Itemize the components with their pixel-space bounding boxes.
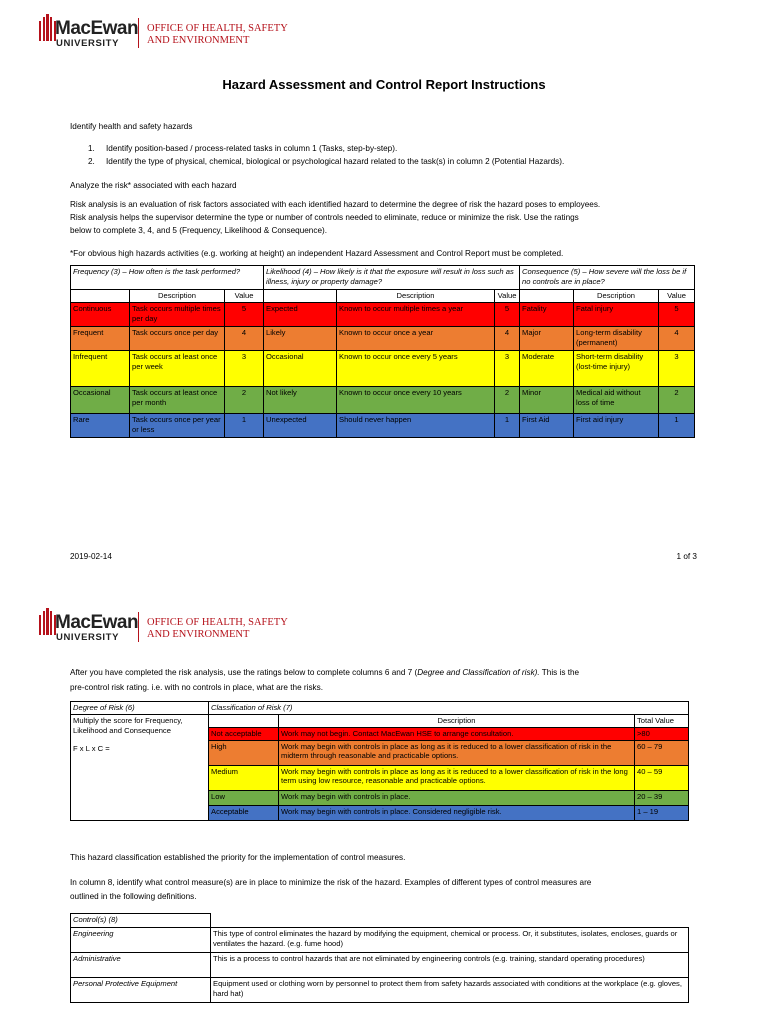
controls-header: Control(s) (8) <box>71 914 211 928</box>
identify-item-1: Identify position-based / process-related tasks in column 1 (Tasks, step-by-step). <box>106 144 398 153</box>
risk-para-2: Risk analysis helps the supervisor determine the type or number of controls needed to eliminate, reduce or minimize the risk. Use the ratings <box>70 213 579 222</box>
class-header: Classification of Risk (7) <box>209 702 689 715</box>
table-row: High Work may begin with controls in place as long as it is reduced to a lower classification of risk in the midterm through reasonable and practicable options. 60 – 79 <box>71 740 689 765</box>
footnote: *For obvious high hazards activities (e.g. working at height) an independent Hazard Assessment and Control Report must be completed. <box>70 249 564 258</box>
table-row: Occasional Task occurs at least once per month 2 Not likely Known to occur once every 10 years 2 Minor Medical aid without loss of time 2 <box>71 386 695 413</box>
analyze-heading: Analyze the risk* associated with each hazard <box>70 181 237 190</box>
logo-mark-icon <box>39 14 56 41</box>
table-row: Personal Protective Equipment Equipment used or clothing worn by personnel to protect them from safety hazards associated with conditions at the workplace (e.g. gloves, hard hat) <box>71 978 689 1003</box>
table-row: Frequent Task occurs once per day 4 Likely Known to occur once a year 4 Major Long-term disability (permanent) 4 <box>71 326 695 350</box>
table-row: Low Work may begin with controls in place. 20 – 39 <box>71 790 689 805</box>
table-row: Medium Work may begin with controls in place as long as it is reduced to a lower classification of risk in the long term using low resource, reasonable and practicable options. 40 – 59 <box>71 765 689 790</box>
table-row: Acceptable Work may begin with controls in place. Considered negligible risk. 1 – 19 <box>71 805 689 820</box>
footer-page: 1 of 3 <box>676 552 697 561</box>
priority-text: This hazard classification established the priority for the implementation of control measures. <box>70 853 406 862</box>
page2-intro-2: pre-control risk rating. i.e. with no controls in place, what are the risks. <box>70 683 324 692</box>
table-row: Rare Task occurs once per year or less 1 Unexpected Should never happen 1 First Aid First aid injury 1 <box>71 413 695 437</box>
col8-text-2: outlined in the following definitions. <box>70 892 197 901</box>
logo-sub: UNIVERSITY <box>56 38 120 49</box>
classification-table: Degree of Risk (6) Classification of Risk (7) Multiply the score for Frequency, Likelihood and Consequence F x L x C = Description Total Value Not acceptable Work may not begin. Contact MacEwan HSE to arrange consultation. >80 High Work may begin with controls in place as long as it is reduced to a lower classification of risk in the midterm through reasonable and practicable options. 60 – 79 Medium Work may begin with controls in place as long as it is reduced to a lower classification of risk in the long term using low resource, reasonable and practicable options. 40 – 59 Low Work may begin with controls in place. 20 – 39 Acceptable Work may begin with controls in place. Considered negligible risk. 1 – 19 <box>70 701 689 821</box>
footer-date: 2019-02-14 <box>70 552 112 561</box>
frequency-header: Frequency (3) – How often is the task performed? <box>71 266 264 290</box>
rating-table: Frequency (3) – How often is the task performed? Likelihood (4) – How likely is it that the exposure will result in loss such as illness, injury or property damage? Consequence (5) – How severe will the loss be if no controls are in place? Description Value Description Value Description Value Continuous Task occurs multiple times per day 5 Expected Known to occur multiple times a year 5 Fatality Fatal injury 5 Frequent Task occurs once per day 4 Likely Known to occur once a year 4 Major Long-term disability (permanent) 4 Infrequent Task occurs at least once per week 3 Occasional Known to occur once every 5 years 3 Moderate Short-term disability (lost-time injury) 3 Occasional Task occurs at least once per month 2 Not likely Known to occur once every 10 years 2 Minor Medical aid without loss of time 2 Rare Task occurs once per year or less 1 Unexpected Should never happen 1 First Aid First aid injury 1 <box>70 265 695 438</box>
identify-item-2: Identify the type of physical, chemical, biological or psychological hazard related to the task(s) in column 2 (Potential Hazards). <box>106 157 565 166</box>
risk-para-1: Risk analysis is an evaluation of risk factors associated with each identified hazard to determine the degree of risk the hazard poses to employees. <box>70 200 601 209</box>
table-row: Engineering This type of control eliminates the hazard by modifying the equipment, chemical or process. Or, it substitutes, isolates, encloses, guards or ventilates the hazard. (e.g. fume hood) <box>71 928 689 953</box>
consequence-header: Consequence (5) – How severe will the loss be if no controls are in place? <box>520 266 695 290</box>
col8-text-1: In column 8, identify what control measure(s) are in place to minimize the risk of the hazard. Examples of different types of control measures are <box>70 878 592 887</box>
page-title: Hazard Assessment and Control Report Instructions <box>222 77 546 92</box>
table-row: Not acceptable Work may not begin. Contact MacEwan HSE to arrange consultation. >80 <box>71 727 689 740</box>
logo-name: MacEwan <box>55 18 139 39</box>
table-row: Continuous Task occurs multiple times per day 5 Expected Known to occur multiple times a year 5 Fatality Fatal injury 5 <box>71 302 695 326</box>
likelihood-header: Likelihood (4) – How likely is it that the exposure will result in loss such as illness, injury or property damage? <box>264 266 520 290</box>
degree-cell: Multiply the score for Frequency, Likelihood and Consequence F x L x C = <box>71 714 209 820</box>
logo-office: OFFICE OF HEALTH, SAFETY AND ENVIRONMENT <box>147 23 288 46</box>
table-row: Administrative This is a process to control hazards that are not eliminated by engineering controls (e.g. training, standard operating procedures) <box>71 953 689 978</box>
logo-mark-icon <box>39 608 56 635</box>
table-row: Infrequent Task occurs at least once per week 3 Occasional Known to occur once every 5 years 3 Moderate Short-term disability (lost-time injury) 3 <box>71 350 695 386</box>
degree-header: Degree of Risk (6) <box>71 702 209 715</box>
page2-intro: After you have completed the risk analysis, use the ratings below to complete columns 6 and 7 (Degree and Classification of risk). This is the <box>70 668 580 677</box>
risk-para-3: below to complete 3, 4, and 5 (Frequency, Likelihood & Consequence). <box>70 226 327 235</box>
controls-table <box>70 913 689 1003</box>
identify-heading: Identify health and safety hazards <box>70 122 193 131</box>
